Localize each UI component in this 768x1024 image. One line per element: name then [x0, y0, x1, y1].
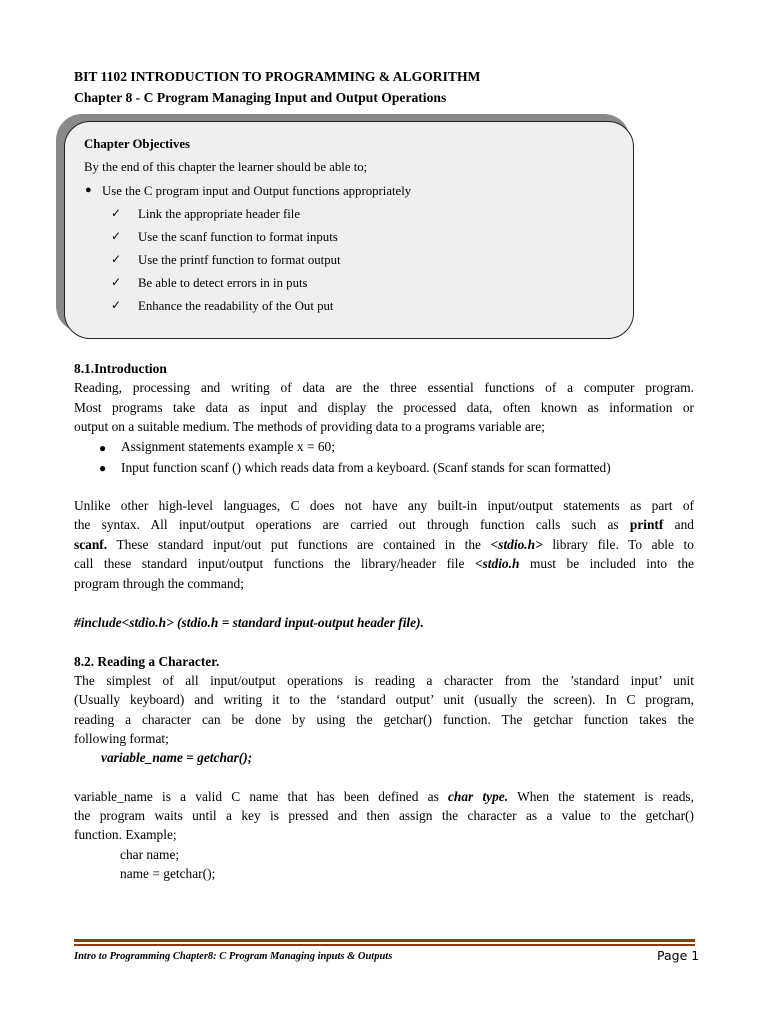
paragraph-line: [74, 517, 694, 533]
paragraph-line: program through the command;: [74, 576, 244, 591]
objectives-bullet: Use the C program input and Output functions appropriately: [102, 184, 412, 198]
getchar-format: variable_name = getchar();: [101, 750, 253, 765]
chapter-title: Chapter 8 - C Program Managing Input and Output Operations: [74, 90, 447, 105]
printf-keyword: printf: [629, 517, 664, 532]
text-run: library file. To able to: [552, 537, 694, 552]
code-line: name = getchar();: [120, 866, 216, 881]
list-item: Assignment statements example x = 60;: [121, 439, 335, 454]
checkmark-icon: ✓: [111, 275, 122, 289]
objective-check-item: Be able to detect errors in in puts: [138, 276, 308, 290]
paragraph-line: [74, 556, 694, 572]
checkmark-icon: ✓: [111, 206, 122, 220]
text-run: must be included into the: [529, 556, 694, 571]
checkmark-icon: ✓: [111, 252, 122, 266]
char-type-term: char type.: [447, 789, 509, 804]
objective-check-item: Enhance the readability of the Out put: [138, 299, 334, 313]
paragraph-line: The simplest of all input/output operations is reading a character from the ’standard input’ unit: [74, 673, 694, 688]
section-heading-introduction: 8.1.Introduction: [74, 361, 167, 376]
paragraph-line: (Usually keyboard) and writing it to the ‘standard output’ unit (usually the screen). In C program,: [74, 692, 694, 707]
paragraph-line: Reading, processing and writing of data are the three essential functions of a computer program.: [74, 380, 694, 395]
checkmark-icon: ✓: [111, 298, 122, 312]
paragraph-line: [74, 537, 694, 553]
footer-title: Intro to Programming Chapter8: C Program Managing inputs & Outputs: [74, 951, 393, 962]
paragraph-line: output on a suitable medium. The methods of providing data to a programs variable are;: [74, 419, 545, 434]
text-run: When the statement is reads,: [517, 789, 694, 804]
objectives-intro: By the end of this chapter the learner should be able to;: [84, 160, 368, 174]
scanf-keyword: scanf.: [74, 537, 108, 552]
text-run: the syntax. All input/output operations are carried out through function calls such as: [74, 517, 619, 532]
stdio-header: <stdio.h>: [490, 537, 543, 552]
checkmark-icon: ✓: [111, 229, 122, 243]
section-heading-reading-character: 8.2. Reading a Character.: [74, 654, 220, 669]
code-line: char name;: [120, 847, 180, 862]
course-title: BIT 1102 INTRODUCTION TO PROGRAMMING & ALGORITHM: [74, 69, 481, 84]
paragraph-line: Unlike other high-level languages, C does not have any built-in input/output statements as part of: [74, 498, 694, 513]
paragraph-line: reading a character can be done by using the getchar() function. The getchar function takes the: [74, 712, 694, 727]
footer-rule: [74, 944, 695, 946]
text-run: and: [674, 517, 694, 532]
paragraph-line: Most programs take data as input and display the processed data, often known as information or: [74, 400, 694, 415]
objective-check-item: Use the scanf function to format inputs: [138, 230, 338, 244]
paragraph-line: function. Example;: [74, 827, 177, 842]
bullet-icon: ●: [85, 184, 92, 196]
objectives-title: Chapter Objectives: [84, 137, 191, 151]
stdio-header: <stdio.h: [474, 556, 520, 571]
bullet-icon: ●: [99, 461, 107, 475]
paragraph-line: following format;: [74, 731, 169, 746]
text-run: call these standard input/output functions the library/header file: [74, 556, 465, 571]
paragraph-line: the program waits until a key is pressed and then assign the character as a value to the getchar(): [74, 808, 694, 823]
list-item: Input function scanf () which reads data from a keyboard. (Scanf stands for scan formatted): [121, 460, 611, 475]
objective-check-item: Link the appropriate header file: [138, 207, 301, 221]
text-run: These standard input/out put functions are contained in the: [116, 537, 482, 552]
paragraph-line: [74, 789, 694, 805]
include-directive: #include<stdio.h> (stdio.h = standard input-output header file).: [74, 615, 424, 630]
page-number: Page 1: [657, 948, 700, 963]
text-run: variable_name is a valid C name that has been defined as: [74, 789, 439, 804]
bullet-icon: ●: [99, 441, 107, 455]
footer-rule: [74, 939, 695, 942]
objective-check-item: Use the printf function to format output: [138, 253, 341, 267]
